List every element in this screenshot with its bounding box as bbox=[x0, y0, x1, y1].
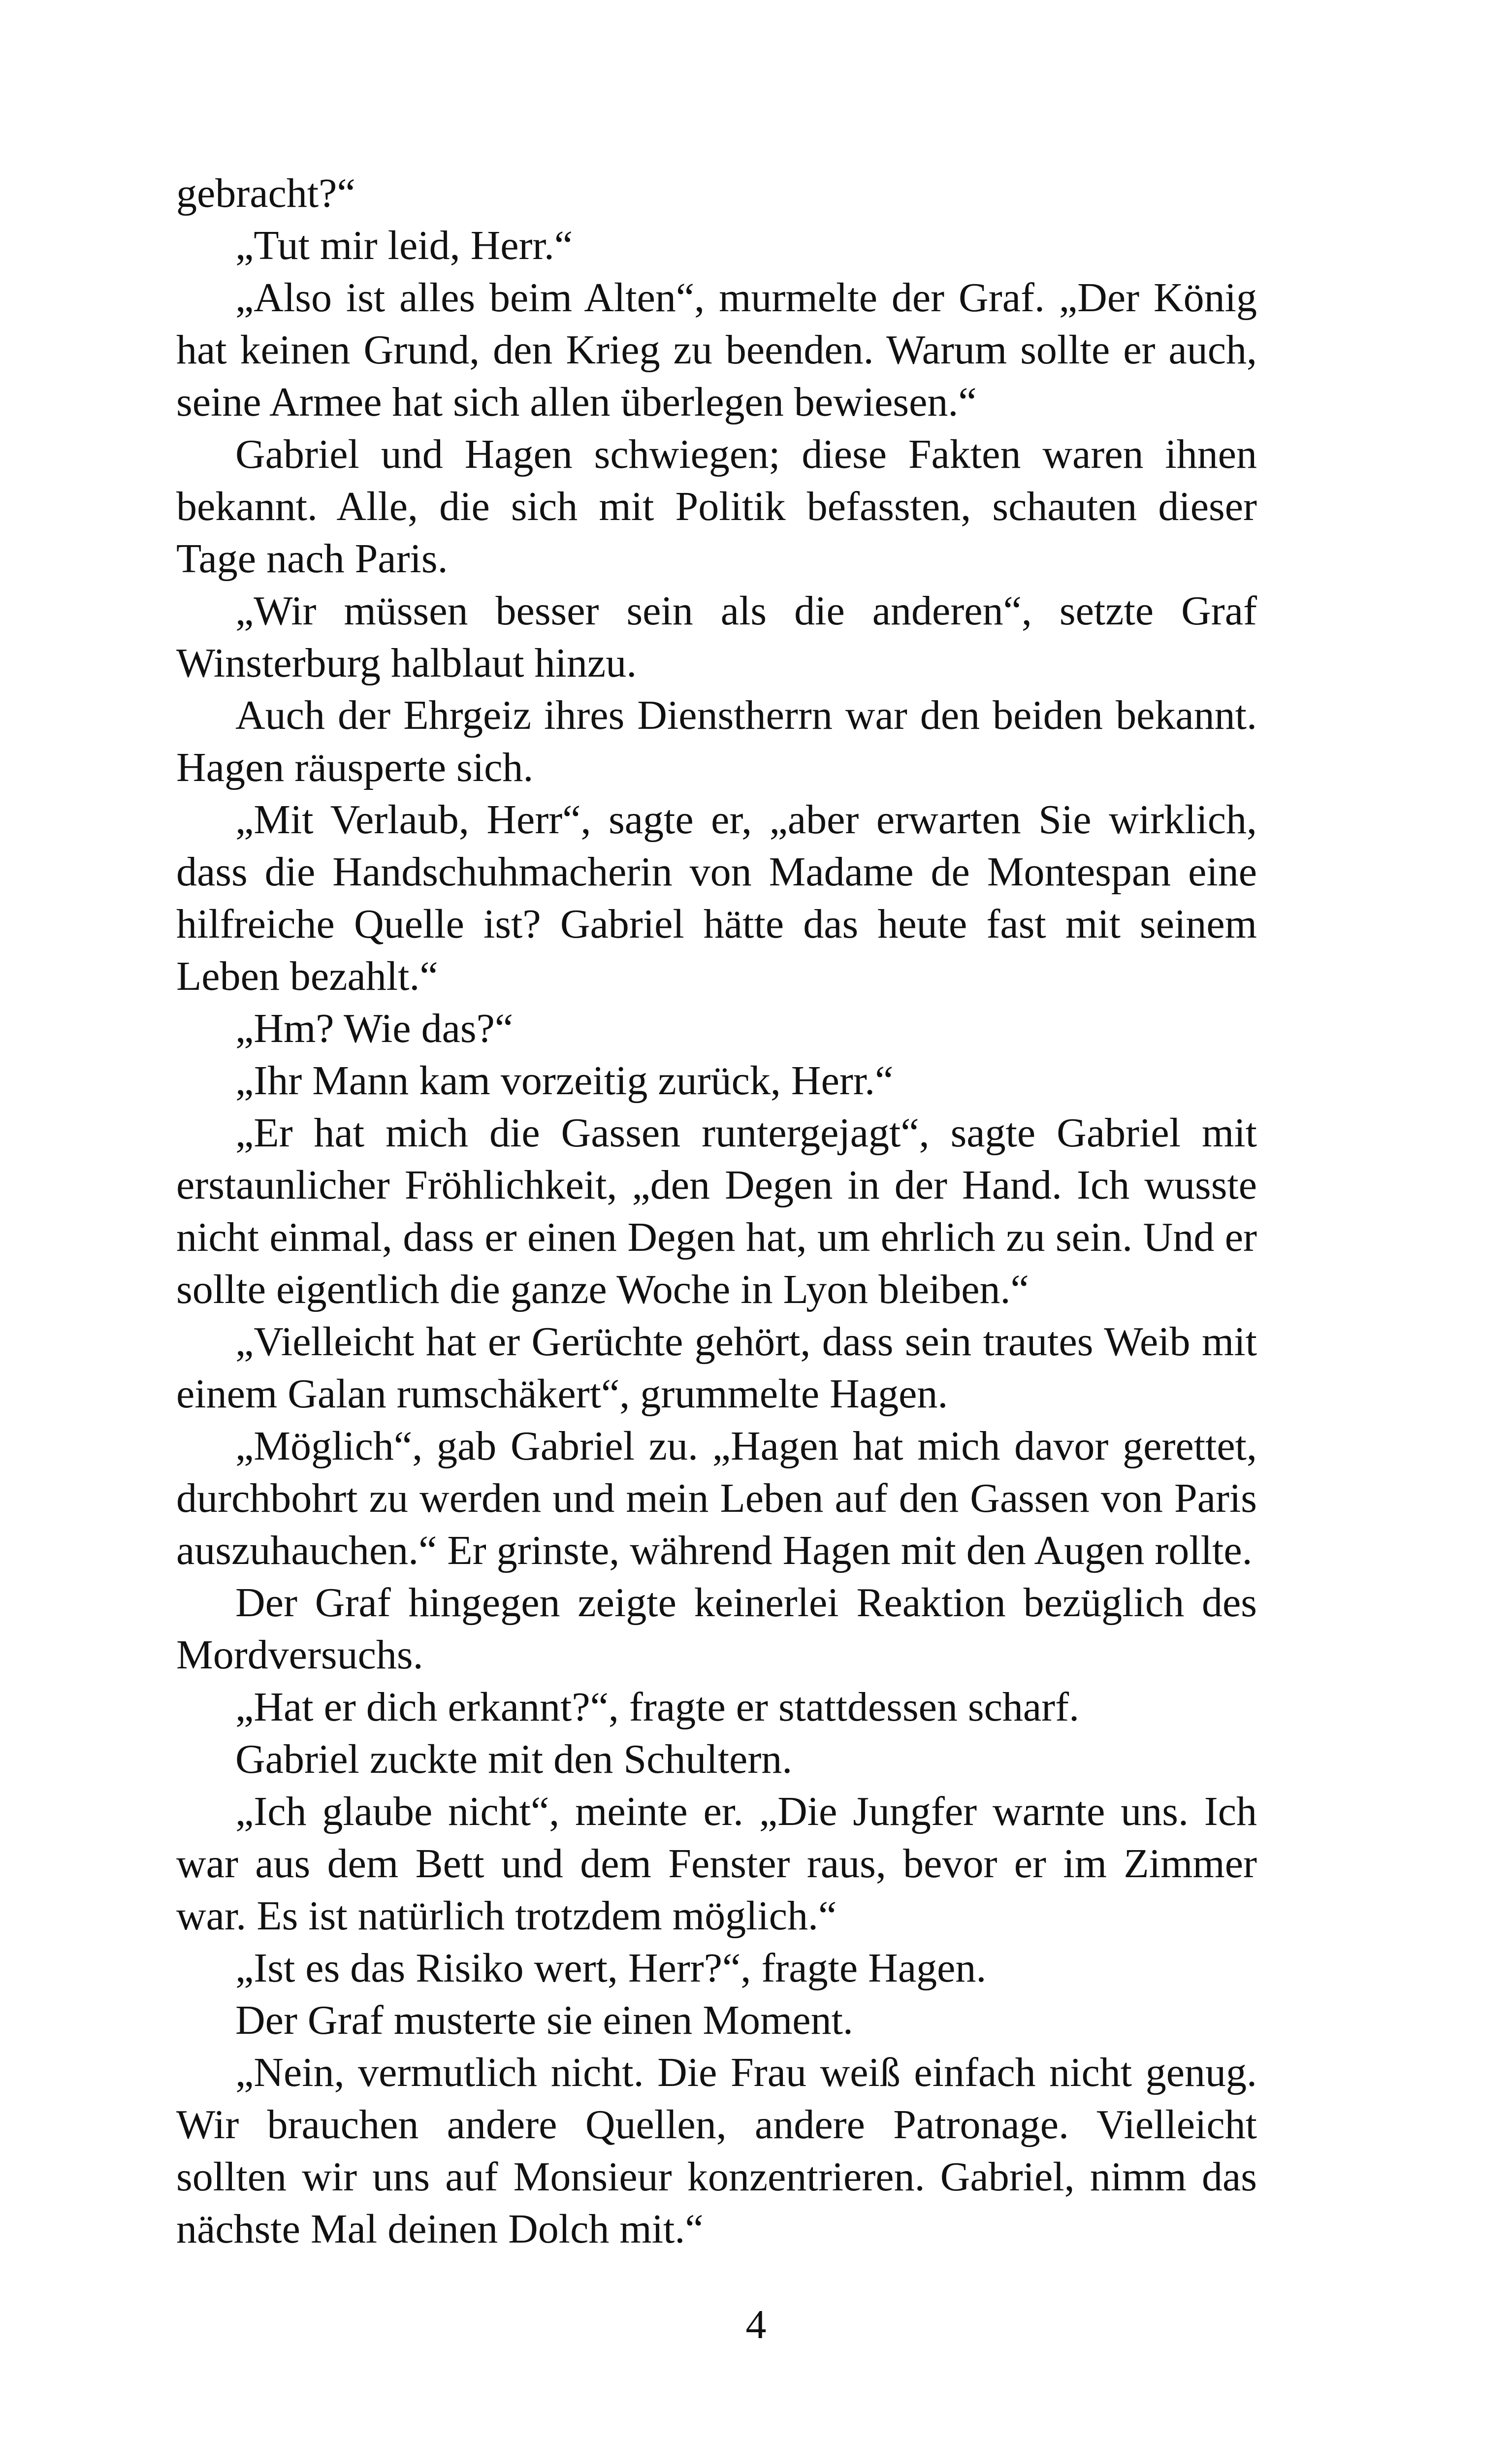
paragraph-7: „Mit Verlaub, Herr“, sagte er, „aber erwarten Sie wirklich, dass die Handschuhmacherin von Madame de Montespan eine hilfreiche Quelle ist? Gabriel hätte das heute fast mit seinem Leben bezahlt.“ bbox=[176, 797, 1257, 999]
paragraph-18: Der Graf musterte sie einen Moment. bbox=[235, 1997, 853, 2043]
page-body bbox=[176, 167, 1257, 2255]
paragraph-3: „Also ist alles beim Alten“, murmelte der Graf. „Der König hat keinen Grund, den Krieg zu beenden. Warum sollte er auch, seine Armee hat sich allen überlegen bewiesen.“ bbox=[176, 275, 1257, 425]
paragraph-12: „Möglich“, gab Gabriel zu. „Hagen hat mich davor gerettet, durchbohrt zu werden und mein Leben auf den Gassen von Paris auszuhauchen.“ Er grinste, während Hagen mit den Augen rollte. bbox=[176, 1423, 1257, 1573]
page-number: 4 bbox=[745, 2302, 767, 2347]
paragraph-13: Der Graf hingegen zeigte keinerlei Reaktion bezüglich des Mordversuchs. bbox=[176, 1580, 1257, 1678]
paragraph-6: Auch der Ehrgeiz ihres Dienstherrn war den beiden bekannt. Hagen räusperte sich. bbox=[176, 692, 1257, 790]
paragraph-8: „Hm? Wie das?“ bbox=[235, 1006, 514, 1051]
paragraph-9: „Ihr Mann kam vorzeitig zurück, Herr.“ bbox=[235, 1058, 894, 1104]
paragraph-10: „Er hat mich die Gassen runtergejagt“, sagte Gabriel mit erstaunlicher Fröhlichkeit, „den Degen in der Hand. Ich wusste nicht einmal, dass er einen Degen hat, um ehrlich zu sein. Und er sollte eigentlich die ganze Woche in Lyon bleiben.“ bbox=[176, 1110, 1257, 1312]
paragraph-15: Gabriel zuckte mit den Schultern. bbox=[235, 1736, 793, 1782]
paragraph-14: „Hat er dich erkannt?“, fragte er stattdessen scharf. bbox=[235, 1684, 1080, 1730]
paragraph-4: Gabriel und Hagen schwiegen; diese Fakten waren ihnen bekannt. Alle, die sich mit Politik befassten, schauten dieser Tage nach Paris. bbox=[176, 431, 1257, 582]
paragraph-1: gebracht?“ bbox=[176, 170, 355, 216]
paragraph-17: „Ist es das Risiko wert, Herr?“, fragte Hagen. bbox=[235, 1945, 987, 1991]
paragraph-19: „Nein, vermutlich nicht. Die Frau weiß einfach nicht genug. Wir brauchen andere Quellen, andere Patronage. Vielleicht sollten wir uns auf Monsieur konzentrieren. Gabriel, nimm das nächste Mal deinen Dolch mit.“ bbox=[176, 2050, 1257, 2252]
paragraph-16: „Ich glaube nicht“, meinte er. „Die Jungfer warnte uns. Ich war aus dem Bett und dem Fenster raus, bevor er im Zimmer war. Es ist natürlich trotzdem möglich.“ bbox=[176, 1789, 1257, 1939]
paragraph-11: „Vielleicht hat er Gerüchte gehört, dass sein trautes Weib mit einem Galan rumschäkert“, grummelte Hagen. bbox=[176, 1319, 1257, 1417]
paragraph-5: „Wir müssen besser sein als die anderen“, setzte Graf Winsterburg halblaut hinzu. bbox=[176, 588, 1257, 686]
paragraph-2: „Tut mir leid, Herr.“ bbox=[235, 223, 573, 268]
